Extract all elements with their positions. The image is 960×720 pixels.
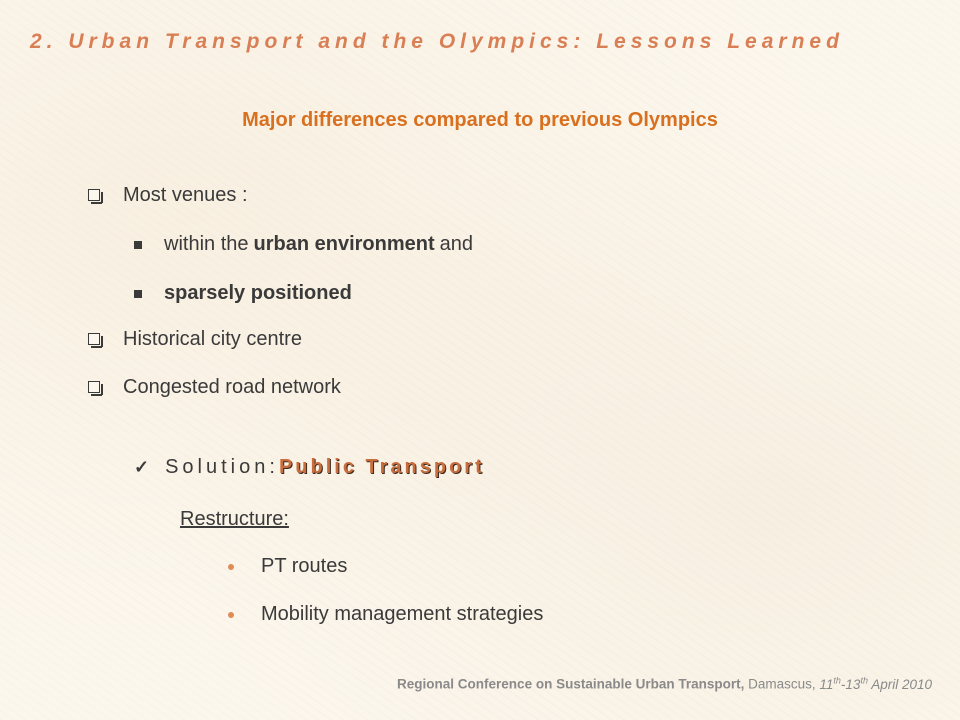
restructure-item-text: PT routes	[261, 555, 348, 577]
footer-conference: Regional Conference on Sustainable Urban Transport,	[397, 676, 745, 692]
square-bullet-icon	[134, 290, 142, 298]
footer-date-b-sup: th	[860, 675, 868, 685]
restructure-heading-text: Restructure:	[180, 508, 289, 530]
slide-title: 2. Urban Transport and the Olympics: Lessons Learned	[30, 30, 844, 53]
bullet-text: Most venues :	[123, 184, 248, 206]
footer-dates	[819, 677, 932, 692]
footer-date-rest: April 2010	[867, 676, 932, 692]
restructure-item	[228, 555, 347, 578]
solution-label: Solution:	[165, 456, 279, 478]
restructure-item-text: Mobility management strategies	[261, 603, 544, 625]
footer-city: Damascus,	[744, 676, 820, 692]
checkbox-bullet-icon	[88, 188, 103, 203]
footer-date-a-sup: th	[833, 675, 841, 685]
sub-bullet-text-pre: within the	[164, 233, 249, 255]
square-bullet-icon	[134, 241, 142, 249]
restructure-item	[228, 603, 543, 626]
bullet-text: Historical city centre	[123, 328, 302, 350]
sub-bullet-urban	[134, 233, 473, 256]
sub-bullet-text-bold: sparsely positioned	[164, 282, 352, 304]
sub-bullet-text-bold: urban environment	[253, 233, 435, 255]
solution-value: Public Transport	[278, 456, 485, 478]
restructure-heading	[180, 508, 289, 531]
checkbox-bullet-icon	[88, 332, 103, 347]
sub-bullet-sparse	[134, 282, 352, 305]
bullet-historical	[88, 328, 302, 351]
checkmark-icon: ✓	[134, 457, 150, 477]
footer-date-sep: -13	[840, 676, 861, 692]
slide-subtitle: Major differences compared to previous Olympics	[242, 109, 718, 131]
dot-bullet-icon	[228, 564, 234, 570]
bullet-text: Congested road network	[123, 376, 341, 398]
checkbox-bullet-icon	[88, 380, 103, 395]
bullet-most-venues	[88, 184, 248, 207]
sub-bullet-text-post: and	[439, 233, 474, 255]
dot-bullet-icon	[228, 612, 234, 618]
footer	[397, 675, 932, 692]
solution-line	[134, 456, 485, 479]
footer-date-a: 11	[819, 676, 834, 692]
bullet-congested	[88, 376, 341, 399]
